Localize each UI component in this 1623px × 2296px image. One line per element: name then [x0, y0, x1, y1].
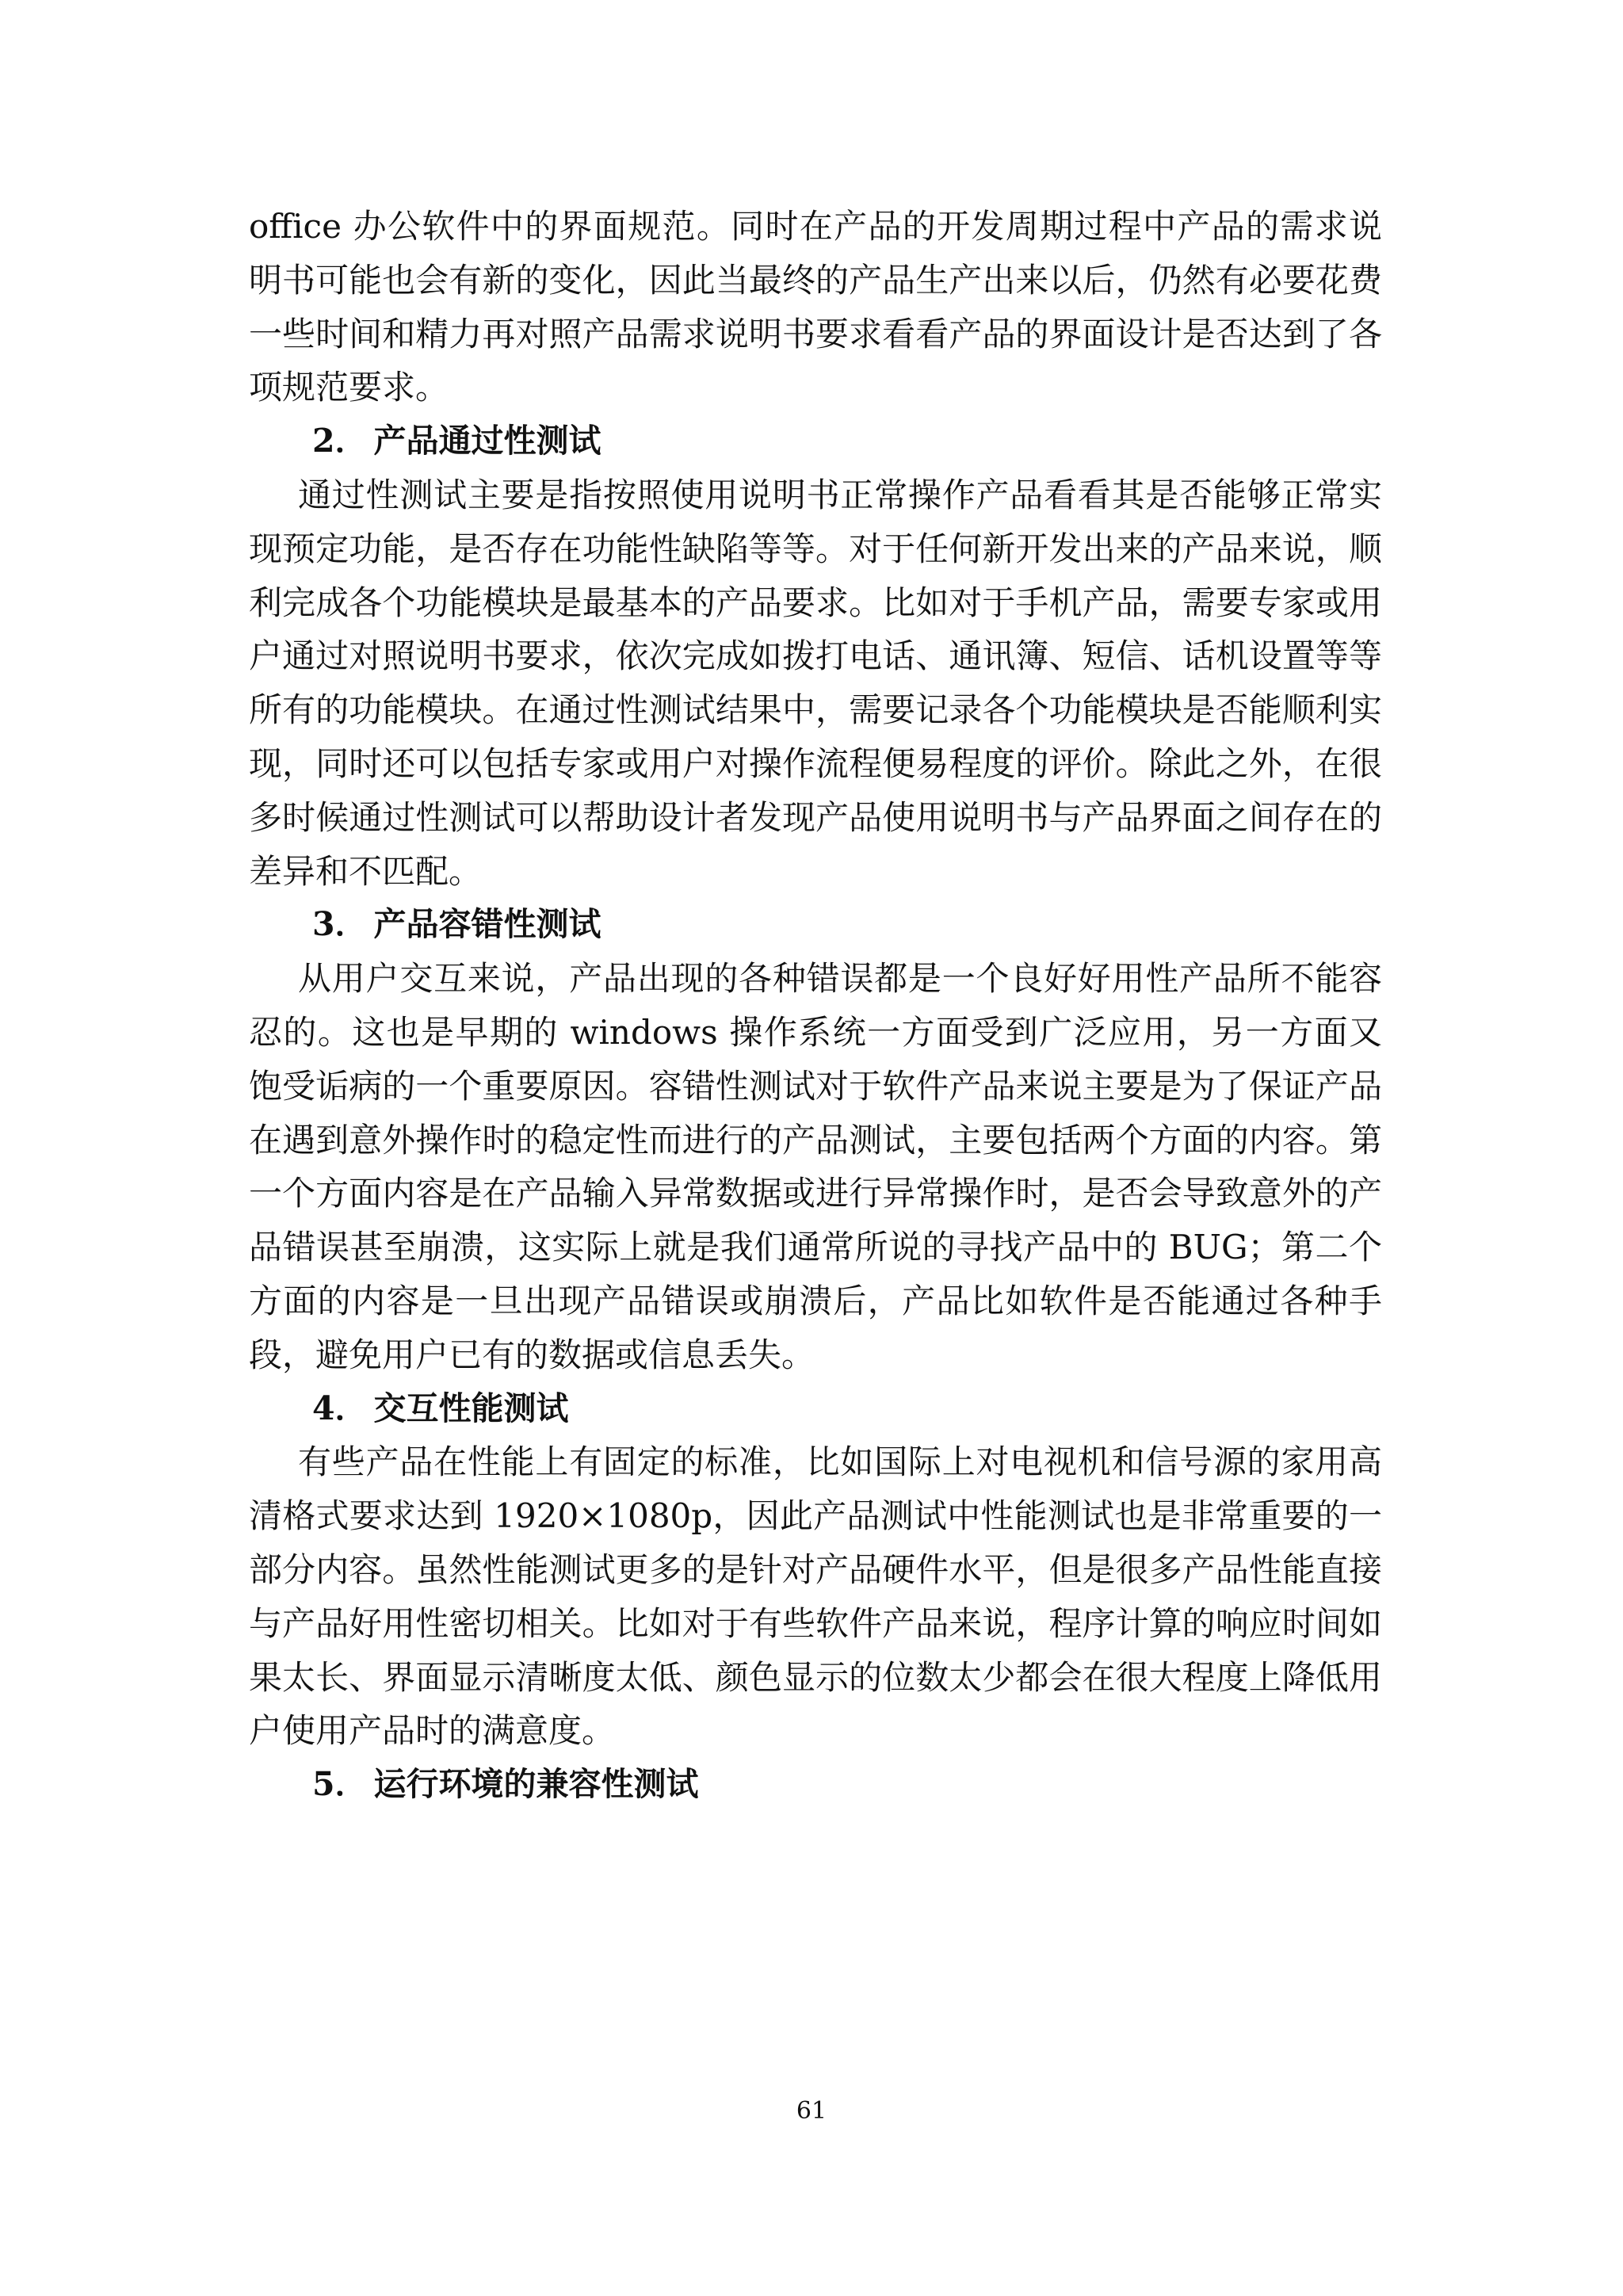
section-heading-3 — [249, 898, 1382, 952]
section-heading-5 — [249, 1758, 1382, 1812]
paragraph-section-2: 通过性测试主要是指按照使用说明书正常操作产品看看其是否能够正常实现预定功能，是否存在功能性缺陷等等。对于任何新开发出来的产品来说，顺利完成各个功能模块是最基本的产品要求。比如对于手机产品，需要专家或用户通过对照说明书要求，依次完成如拨打电话、通讯簿、短信、话机设置等等所有的功能模块。在通过性测试结果中，需要记录各个功能模块是否能顺利实现，同时还可以包括专家或用户对操作流程便易程度的评价。除此之外，在很多时候通过性测试可以帮助设计者发现产品使用说明书与产品界面之间存在的差异和不匹配。 — [249, 475, 1382, 891]
section-heading-3-title: 产品容错性测试 — [373, 905, 601, 944]
paragraph-section-3: 从用户交互来说，产品出现的各种错误都是一个良好好用性产品所不能容忍的。这也是早期的 windows 操作系统一方面受到广泛应用，另一方面又饱受诟病的一个重要原因。容错性测试对于软件产品来说主要是为了保证产品在遇到意外操作时的稳定性而进行的产品测试，主要包括两个方面的内容。第一个方面内容是在产品输入异常数据或进行异常操作时，是否会导致意外的产品错误甚至崩溃，这实际上就是我们通常所说的寻找产品中的 BUG；第二个方面的内容是一旦出现产品错误或崩溃后，产品比如软件是否能通过各种手段，避免用户已有的数据或信息丢失。 — [249, 959, 1382, 1374]
section-heading-4 — [249, 1382, 1382, 1436]
paragraph-section-4: 有些产品在性能上有固定的标准，比如国际上对电视机和信号源的家用高清格式要求达到 1920×1080p，因此产品测试中性能测试也是非常重要的一部分内容。虽然性能测试更多的是针对产品硬件水平，但是很多产品性能直接与产品好用性密切相关。比如对于有些软件产品来说，程序计算的响应时间如果太长、界面显示清晰度太低、颜色显示的位数太少都会在很大程度上降低用户使用产品时的满意度。 — [249, 1442, 1382, 1751]
page-body — [249, 200, 1382, 1812]
section-heading-4-number: 4． — [312, 1389, 368, 1427]
section-heading-2 — [249, 415, 1382, 468]
section-heading-3-number: 3． — [312, 905, 368, 944]
section-heading-4-title: 交互性能测试 — [373, 1389, 569, 1427]
section-heading-2-number: 2． — [312, 422, 368, 460]
section-heading-5-title: 运行环境的兼容性测试 — [373, 1765, 699, 1804]
section-heading-2-title: 产品通过性测试 — [373, 422, 601, 460]
section-heading-5-number: 5． — [312, 1765, 368, 1804]
page-number: 61 — [796, 2097, 827, 2125]
paragraph-intro: office 办公软件中的界面规范。同时在产品的开发周期过程中产品的需求说明书可能也会有新的变化，因此当最终的产品生产出来以后，仍然有必要花费一些时间和精力再对照产品需求说明书要求看看产品的界面设计是否达到了各项规范要求。 — [249, 207, 1382, 407]
